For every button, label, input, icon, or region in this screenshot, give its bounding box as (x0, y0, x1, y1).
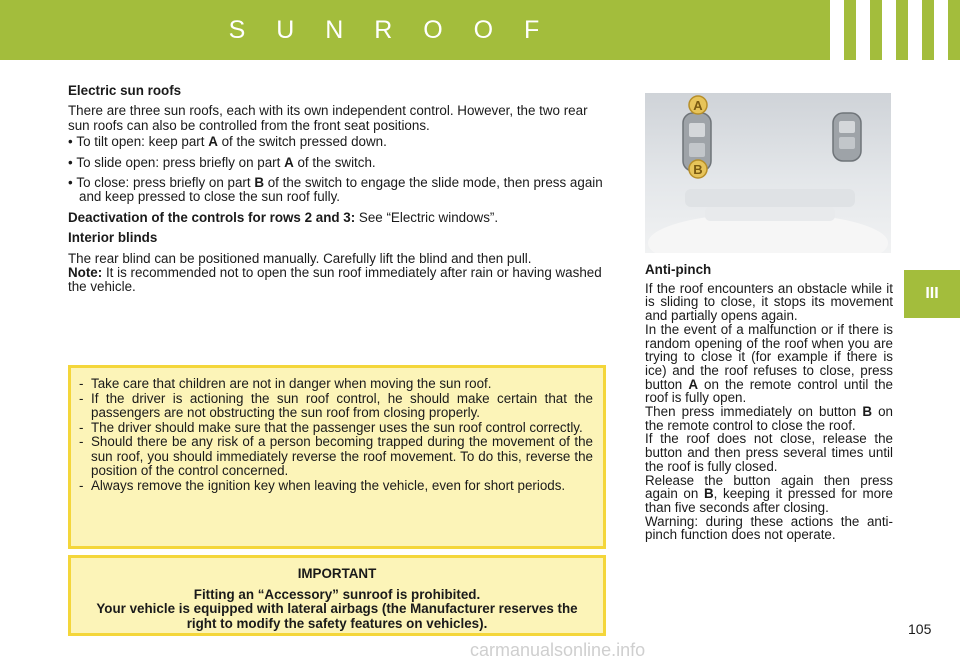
warning-item: - Take care that children are not in danger when moving the sun roof. (79, 376, 492, 391)
bullet-close: • To close: press briefly on part B of the switch to engage the slide mode, then press again and keep pressed to close the sun roof fully. (68, 175, 603, 205)
important-line-1: Fitting an “Accessory” sunroof is prohibited. (193, 586, 481, 602)
warning-item: - Always remove the ignition key when leaving the vehicle, even for short periods. (79, 477, 566, 493)
warning-item: - Should there be any risk of a person becoming trapped during the movement of the sun roof, you should immediately reverse the roof movement. To do this, reverse the position of the control concerned. (79, 434, 593, 478)
anti-pinch-heading: Anti-pinch (645, 262, 712, 277)
page-number: 105 (908, 621, 932, 637)
interior-blinds-heading: Interior blinds (68, 230, 158, 246)
intro-paragraph: There are three sun roofs, each with its own independent control. However, the two rear sun roofs can also be controlled from the front seat positions. (68, 103, 588, 133)
warning-item: - The driver should make sure that the passenger uses the sun roof control correctly. (79, 419, 583, 435)
bullet-tilt-open: • To tilt open: keep part A of the switch pressed down. (68, 134, 387, 150)
photo-label-b: B (693, 162, 703, 177)
anti-pinch-section (645, 263, 893, 542)
blinds-paragraph: The rear blind can be positioned manually. Carefully lift the blind and then pull. Note: It is recommended not to open the sun roof immediately after rain or having washed the vehicle. (68, 250, 602, 295)
important-title: IMPORTANT (297, 566, 377, 581)
page-header (0, 0, 960, 60)
deactivation-paragraph: Deactivation of the controls for rows 2 and 3: See “Electric windows”. (68, 209, 499, 225)
watermark: carmanualsonline.info (470, 640, 646, 660)
bullet-slide-open: • To slide open: press briefly on part A of the switch. (68, 154, 376, 170)
electric-sun-roofs-heading: Electric sun roofs (68, 83, 182, 98)
header-stripes (830, 0, 960, 60)
warning-box (68, 365, 606, 549)
left-column (68, 84, 604, 295)
page-title: S U N R O O F (228, 16, 552, 44)
photo-label-a: A (693, 98, 703, 113)
warning-item: - If the driver is actioning the sun roof control, he should make certain that the passengers are not obstructing the sun roof from closing properly. (79, 390, 593, 420)
switch-photo-illustration (645, 93, 891, 253)
important-box (68, 555, 606, 636)
chapter-tab: III (904, 270, 960, 318)
important-line-2: Your vehicle is equipped with lateral airbags (the Manufacturer reserves the right to modify the safety features on vehicles). (96, 601, 578, 631)
sun-roof-switch-photo (645, 93, 891, 253)
anti-pinch-text: If the roof encounters an obstacle while it is sliding to close, it stops its movement and partially opens again. In the event of a malfunction or if there is random opening of the roof when you are trying to close it (for example if there is ice) and the roof refuses to close, press button A on the remote control until the roof is fully open. Then press immediately on button B on the remote control to close the roof. If the roof does not close, release the button and then press several times until the roof is fully closed. Release the button again then press again on B, keeping it pressed for more than five seconds after closing. Warning: during these actions the anti-pinch function does not operate. (645, 280, 893, 543)
